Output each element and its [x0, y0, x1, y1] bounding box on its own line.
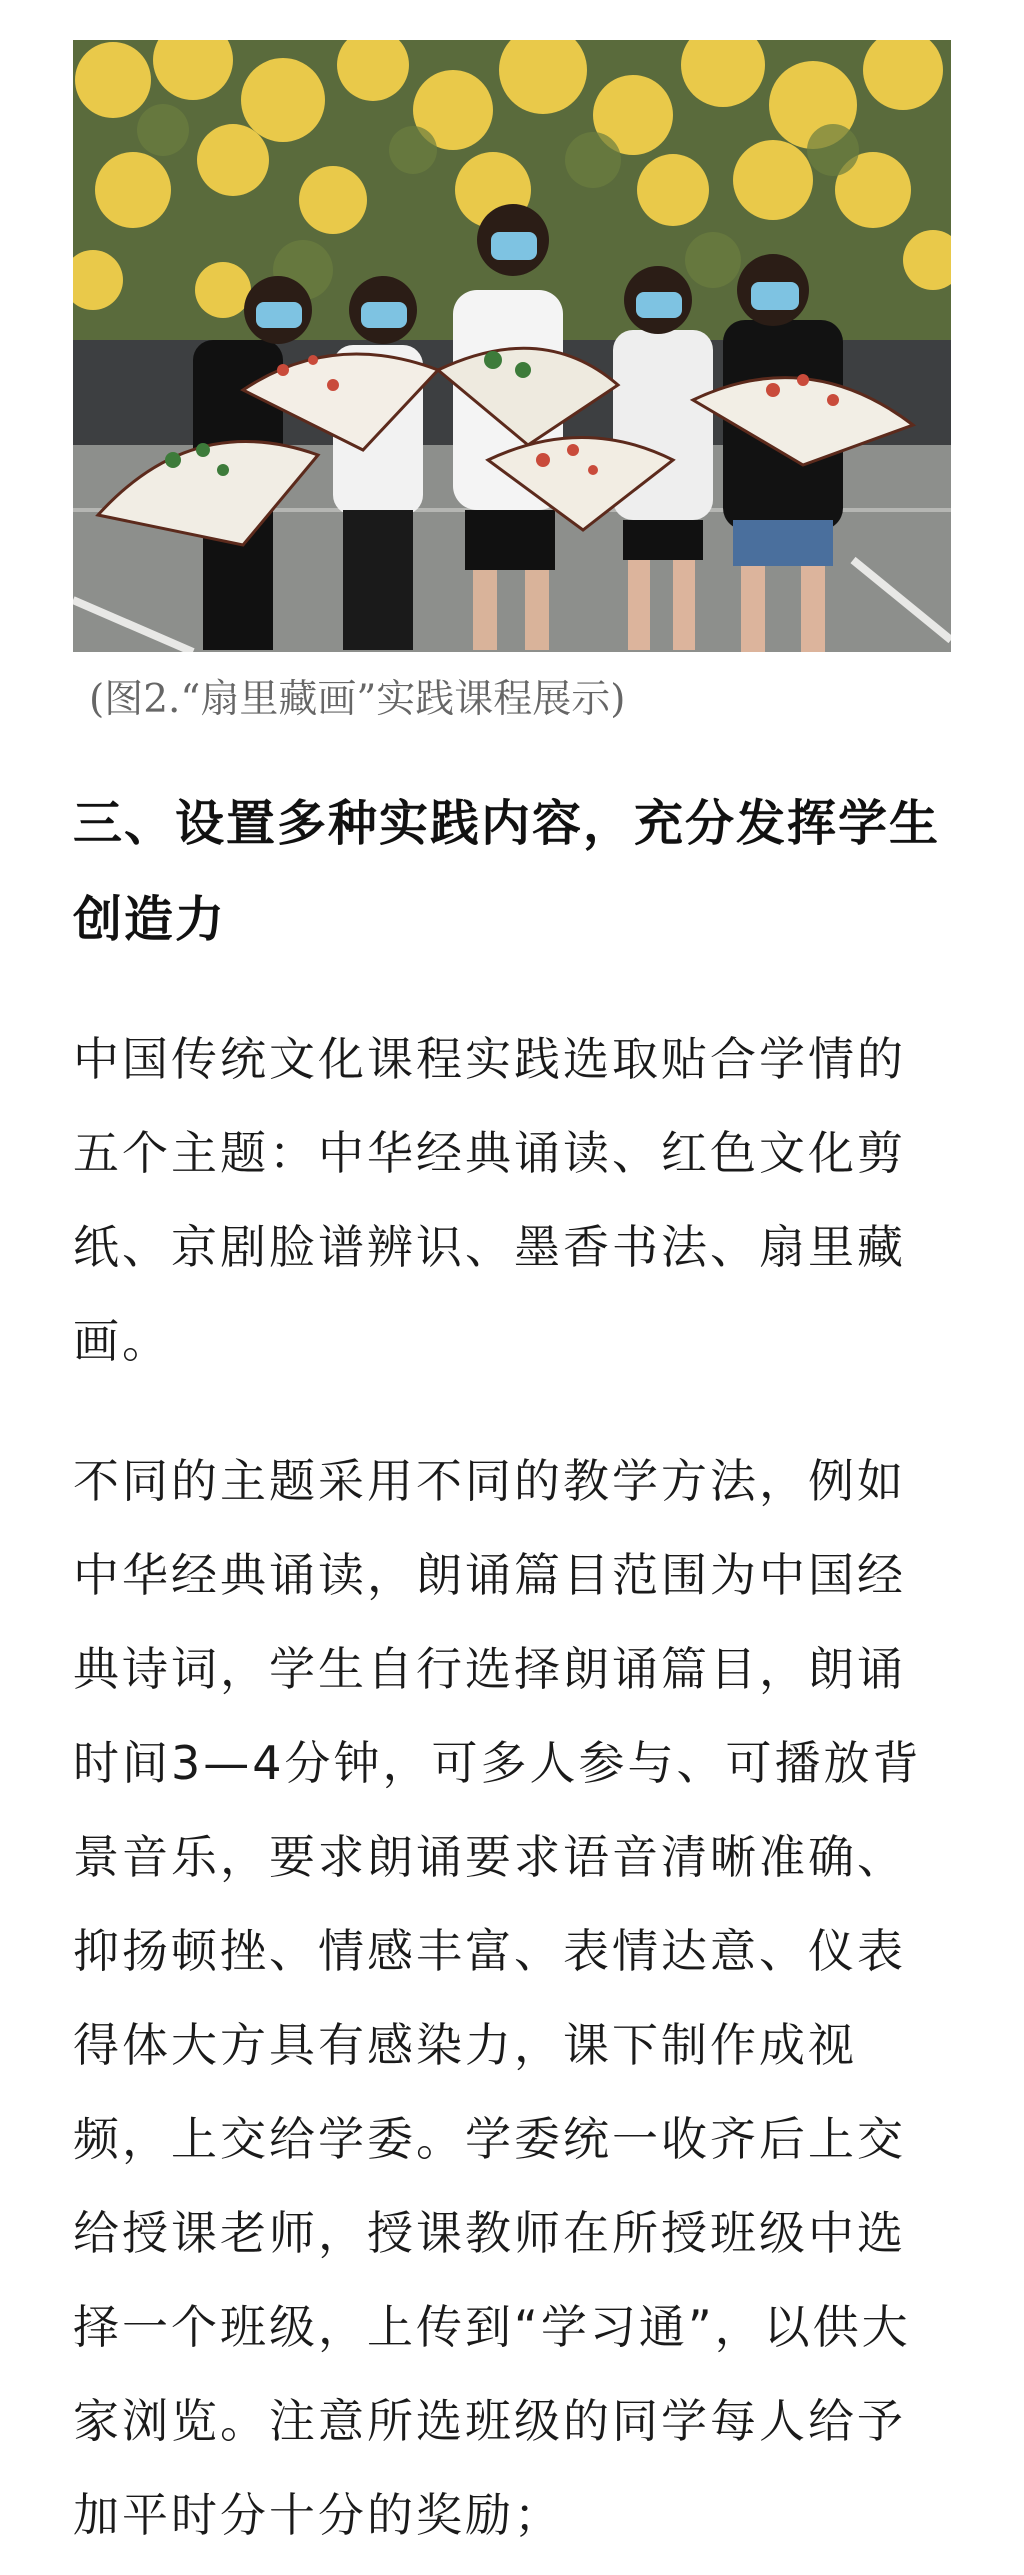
paragraph-line: 抑扬顿挫、情感丰富、表情达意、仪表: [73, 1924, 906, 1978]
paragraph-line: 不同的主题采用不同的教学方法，例如: [73, 1454, 906, 1508]
paragraph-line: 典诗词，学生自行选择朗诵篇目，朗诵: [73, 1642, 906, 1696]
group-photo-with-folding-fans-icon: [73, 40, 951, 652]
heading-line: 创造力: [73, 891, 227, 948]
paragraph-line: 得体大方具有感染力，课下制作成视: [73, 2018, 857, 2072]
paragraph-line: 给授课老师，授课教师在所授班级中选: [73, 2206, 906, 2260]
figure-photo: [73, 40, 951, 652]
paragraph-line: 景音乐，要求朗诵要求语音清晰准确、: [73, 1830, 906, 1884]
figure-caption: (图2.“扇里藏画”实践课程展示): [89, 677, 626, 722]
paragraph-line: 中华经典诵读，朗诵篇目范围为中国经: [73, 1548, 906, 1602]
paragraph-line: 加平时分十分的奖励；: [73, 2488, 563, 2542]
paragraph-line: 纸、京剧脸谱辨识、墨香书法、扇里藏: [73, 1220, 906, 1274]
paragraph-line: 五个主题：中华经典诵读、红色文化剪: [73, 1126, 906, 1180]
paragraph-line: 画。: [73, 1314, 171, 1368]
paragraph-line: 时间3—4分钟，可多人参与、可播放背: [73, 1736, 922, 1790]
section-heading: [73, 776, 951, 968]
article-body: [73, 40, 951, 2562]
paragraph-line: 中国传统文化课程实践选取贴合学情的: [73, 1032, 906, 1086]
paragraph-line: 家浏览。注意所选班级的同学每人给予: [73, 2394, 906, 2448]
paragraph-line: 频，上交给学委。学委统一收齐后上交: [73, 2112, 906, 2166]
heading-line: 三、设置多种实践内容，充分发挥学生: [73, 795, 941, 852]
paragraph-line: 择一个班级，上传到“学习通”，以供大: [73, 2300, 911, 2354]
paragraph-methods: [73, 1434, 951, 2562]
paragraph-topics: [73, 1012, 951, 1388]
